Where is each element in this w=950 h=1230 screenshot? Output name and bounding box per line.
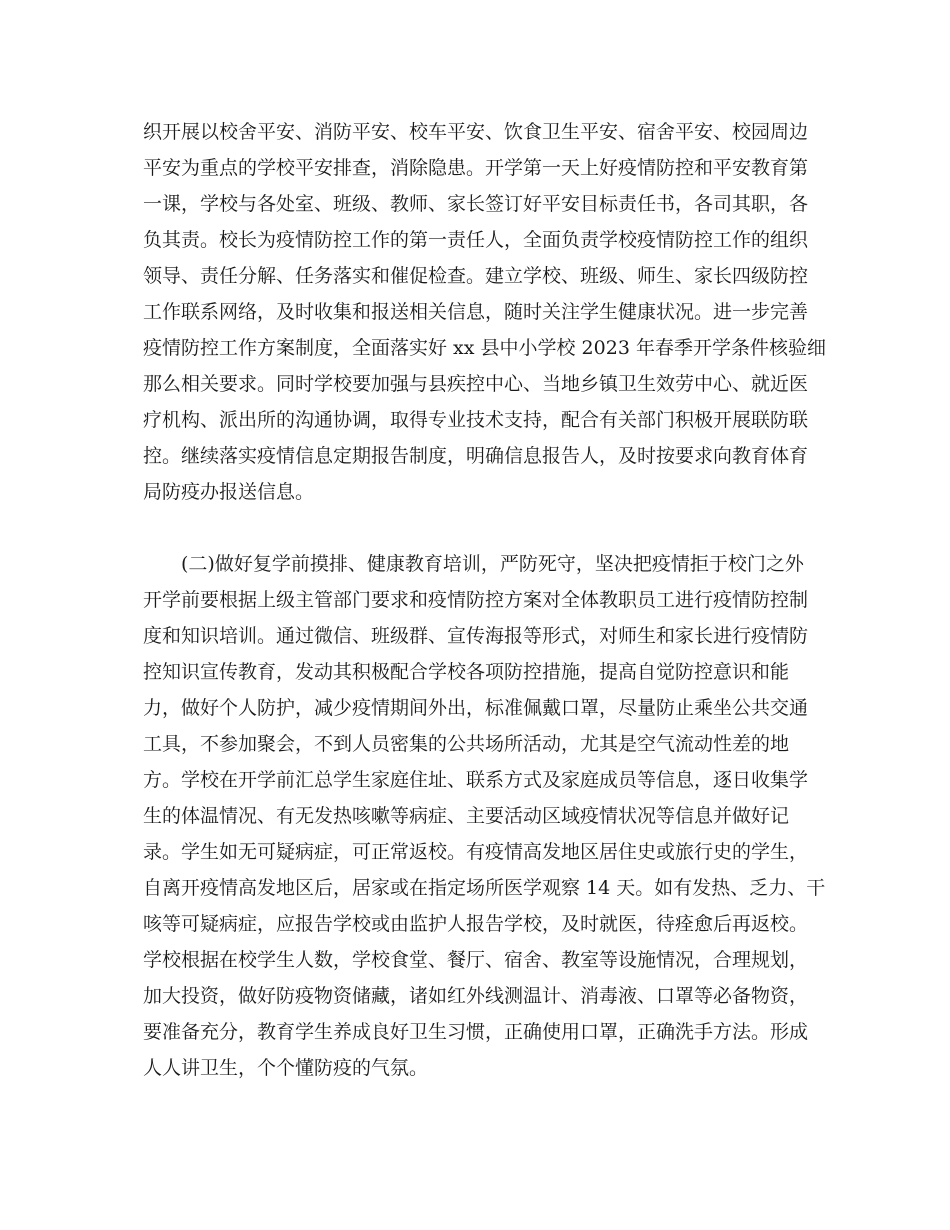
text-line: 那么相关要求。同时学校要加强与县疾控中心、当地乡镇卫生效劳中心、就近医 <box>143 373 809 395</box>
text-line: 学校根据在校学生人数，学校食堂、餐厅、宿舍、教室等设施情况，合理规划， <box>143 949 809 971</box>
text-line: 工具，不参加聚会，不到人员密集的公共场所活动，尤其是空气流动性差的地 <box>143 733 790 755</box>
text-line: 控。继续落实疫情信息定期报告制度，明确信息报告人，及时按要求向教育体育 <box>143 445 809 467</box>
text-line: 加大投资，做好防疫物资储藏，诸如红外线测温计、消毒液、口罩等必备物资， <box>143 985 809 1007</box>
text-line: 疗机构、派出所的沟通协调，取得专业技术支持，配合有关部门积极开展联防联 <box>143 409 809 431</box>
paragraph-school-safety <box>143 114 826 510</box>
text-line: 控知识宣传教育，发动其积极配合学校各项防控措施，提高自觉防控意识和能 <box>143 661 790 683</box>
text-line: 人人讲卫生，个个懂防疫的气氛。 <box>143 1057 429 1079</box>
text-line: 工作联系网络，及时收集和报送相关信息，随时关注学生健康状况。进一步完善 <box>143 301 809 323</box>
text-line: 一课，学校与各处室、班级、教师、家长签订好平安目标责任书，各司其职，各 <box>143 193 809 215</box>
text-line: 录。学生如无可疑病症，可正常返校。有疫情高发地区居住史或旅行史的学生， <box>143 841 809 863</box>
text-line: 度和知识培训。通过微信、班级群、宣传海报等形式，对师生和家长进行疫情防 <box>143 625 809 647</box>
text-line: 要准备充分，教育学生养成良好卫生习惯，正确使用口罩，正确洗手方法。形成 <box>143 1021 809 1043</box>
text-line: 自离开疫情高发地区后，居家或在指定场所医学观察 14 天。如有发热、乏力、干 <box>143 877 826 899</box>
text-line: 生的体温情况、有无发热咳嗽等病症、主要活动区域疫情状况等信息并做好记 <box>143 805 790 827</box>
text-line: 力，做好个人防护，减少疫情期间外出，标准佩戴口罩，尽量防止乘坐公共交通 <box>143 697 809 719</box>
text-line: 领导、责任分解、任务落实和催促检查。建立学校、班级、师生、家长四级防控 <box>143 265 809 287</box>
text-line: (二)做好复学前摸排、健康教育培训，严防死守，坚决把疫情拒于校门之外 <box>143 553 804 575</box>
text-line: 局防疫办报送信息。 <box>143 481 315 503</box>
text-line: 负其责。校长为疫情防控工作的第一责任人，全面负责学校疫情防控工作的组织 <box>143 229 809 251</box>
paragraph-pre-reopening-screening <box>143 546 826 1086</box>
text-line: 咳等可疑病症，应报告学校或由监护人报告学校，及时就医，待痊愈后再返校。 <box>143 913 809 935</box>
text-line: 开学前要根据上级主管部门要求和疫情防控方案对全体教职员工进行疫情防控制 <box>143 589 809 611</box>
text-line: 织开展以校舍平安、消防平安、校车平安、饮食卫生平安、宿舍平安、校园周边 <box>143 121 809 143</box>
text-line: 方。学校在开学前汇总学生家庭住址、联系方式及家庭成员等信息，逐日收集学 <box>143 769 809 791</box>
text-line: 平安为重点的学校平安排查，消除隐患。开学第一天上好疫情防控和平安教育第 <box>143 157 809 179</box>
text-line: 疫情防控工作方案制度，全面落实好 xx 县中小学校 2023 年春季开学条件核验细 <box>143 337 826 359</box>
